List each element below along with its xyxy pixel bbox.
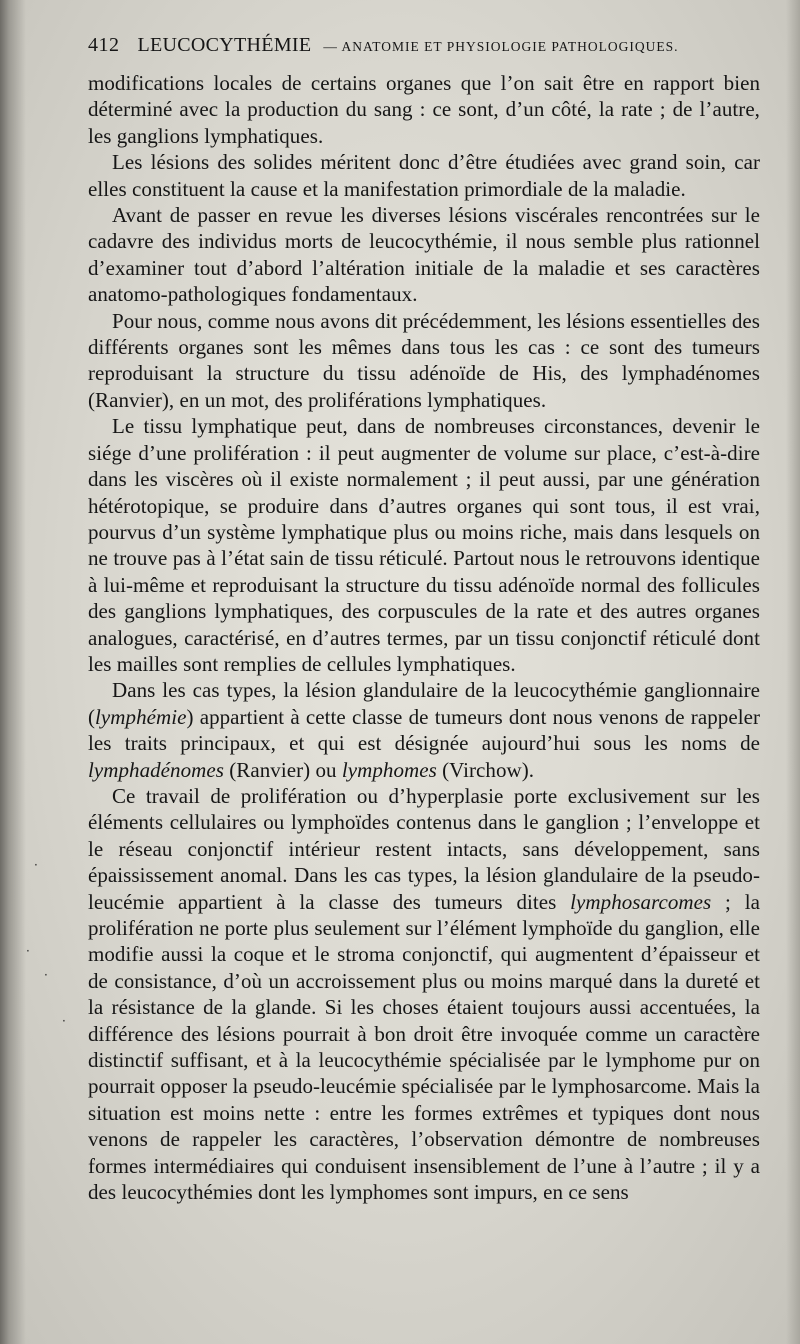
paragraph xyxy=(88,413,760,677)
paragraph xyxy=(88,308,760,414)
italic-term: lymphomes xyxy=(341,757,437,782)
paragraph-text: Avant de passer en revue les diverses lésions viscérales rencontrées sur le cadavre des individus morts de leucocythémie, il nous semble plus rationnel d’examiner tout d’abord l’altération initiale de la maladie et ses caractères anatomo-pathologiques fondamentaux. xyxy=(88,203,760,307)
paragraph xyxy=(88,677,760,783)
margin-pencil-mark: · xyxy=(26,944,30,958)
body-text xyxy=(88,70,760,1205)
paragraph-text: Pour nous, comme nous avons dit précédemment, les lésions essentielles des différents organes sont les mêmes dans tous les cas : ce sont des tumeurs reproduisant la structure du tissu adénoïde de His, des lymphadénomes (Ranvier), en un mot, des proliférations lymphatiques. xyxy=(88,308,760,412)
paragraph xyxy=(88,70,760,149)
paragraph-text: (Virchow). xyxy=(436,757,535,782)
paragraph-text: modifications locales de certains organes que l’on sait être en rapport bien déterminé avec la production du sang : ce sont, d’un côté, la rate ; de l’autre, les ganglions lymphatiques. xyxy=(88,71,760,148)
paragraph-text: Ce travail de prolifération ou d’hyperplasie porte exclusivement sur les éléments cellulaires ou lymphoïdes contenus dans le ganglion ; l’enveloppe et le réseau conjonctif intérieur restent intacts, sans développement, sans épaississement anomal. Dans les cas types, la lésion glandulaire de la pseudo-leucémie appartient à la classe des tumeurs dites xyxy=(88,783,760,914)
paragraph-text: (Ranvier) ou xyxy=(223,757,342,782)
paragraph xyxy=(88,149,760,202)
paragraph xyxy=(88,783,760,1206)
running-title: LEUCOCYTHÉMIE xyxy=(137,34,312,56)
margin-pencil-mark: · xyxy=(62,1014,66,1028)
margin-pencil-mark: · xyxy=(44,968,48,982)
italic-term: lymphosarcomes xyxy=(570,889,712,914)
paragraph-text: ; la prolifération ne porte plus seulement sur l’élément lymphoïde du ganglion, elle modifie aussi la coque et le stroma conjonctif, qui augmentent d’épaisseur et de consistance, d’où un accroissement plus ou moins marqué dans la dureté et la résistance de la glande. Si les choses étaient toujours aussi accentuées, la différence des lésions pourrait à bon droit être invoquée comme un caractère distinctif suffisant, et à la leucocythémie spécialisée par le lymphome pur on pourrait opposer la pseudo-leucémie spécialisée par le lymphosarcome. Mais la situation est moins nette : entre les formes extrêmes et typiques dont nous venons de rappeler les caractères, l’observation démontre de nombreuses formes intermédiaires qui conduisent insensiblement de l’une à l’autre ; il y a des leucocythémies dont les lymphomes sont impurs, en ce sens xyxy=(88,889,760,1205)
paragraph-text: Dans les cas types, la lésion glandulaire de la leucocythémie ganglionnaire ( xyxy=(88,678,760,729)
paragraph-text: Les lésions des solides méritent donc d’être étudiées avec grand soin, car elles constituent la cause et la manifestation primordiale de la maladie. xyxy=(88,150,760,201)
paragraph xyxy=(88,202,760,308)
running-subtitle: — ANATOMIE ET PHYSIOLOGIE PATHOLOGIQUES. xyxy=(323,39,679,54)
paragraph-text: ) appartient à cette classe de tumeurs dont nous venons de rappeler les traits principaux, et qui est désignée aujourd’hui sous les noms de xyxy=(88,704,760,756)
italic-term: lymphémie xyxy=(95,704,187,729)
italic-term: lymphadénomes xyxy=(88,757,224,782)
margin-pencil-mark: · xyxy=(34,858,38,872)
running-header xyxy=(88,34,756,60)
page-number: 412 xyxy=(88,34,120,56)
paragraph-text: Le tissu lymphatique peut, dans de nombreuses circonstances, devenir le siége d’une prolifération : il peut augmenter de volume sur place, c’est-à-dire dans les viscères où il existe normalement ; il peut aussi, par une génération hétérotopique, se produire dans d’autres organes qui sont tous, il est vrai, pourvus d’un système lymphatique plus ou moins riche, mais dans lesquels on ne trouve pas à l’état sain de tissu réticulé. Partout nous le retrouvons identique à lui-même et reproduisant la structure du tissu adénoïde normal des follicules des ganglions lymphatiques, des corpuscules de la rate et des autres organes analogues, caractérisé, en d’autres termes, par un tissu conjonctif réticulé dont les mailles sont remplies de cellules lymphatiques. xyxy=(88,414,760,676)
